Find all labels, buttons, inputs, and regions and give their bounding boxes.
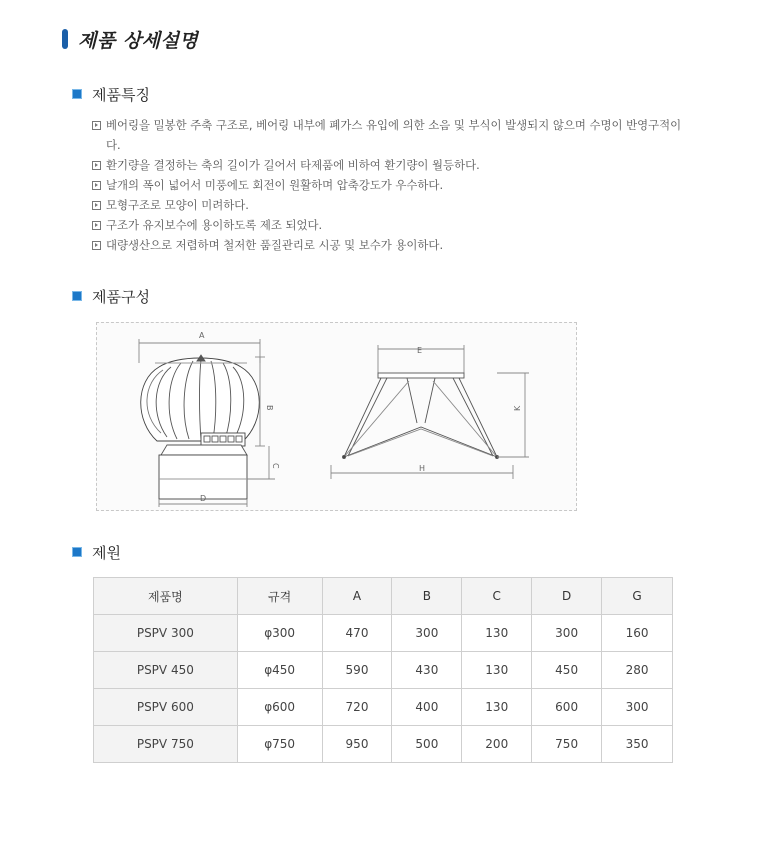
product-diagram [96,322,577,511]
g-cell: 350 [602,726,673,763]
header-product-name: 제품명 [94,578,238,615]
b-cell: 400 [392,689,462,726]
dimension-label-a: A [199,331,205,340]
size-cell: φ600 [237,689,322,726]
section-heading-text: 제원 [92,544,121,562]
spec-table-header-row [94,578,673,615]
arrow-box-icon [92,121,101,130]
table-row [94,615,673,652]
feature-text: 베어링을 밀봉한 주축 구조로, 베어링 내부에 폐가스 유입에 의한 소음 및 부식이 발생되지 않으며 수명이 반영구적이다. [106,118,682,152]
header-b: B [392,578,462,615]
c-cell: 130 [462,689,532,726]
header-a: A [322,578,392,615]
size-cell: φ300 [237,615,322,652]
dimension-label-d: D [200,494,207,503]
section-heading-text: 제품특징 [92,86,150,104]
page-title-text: 제품 상세설명 [78,30,199,52]
arrow-box-icon [92,201,101,210]
feature-text: 환기량을 결정하는 축의 길이가 길어서 타제품에 비하여 환기량이 월등하다. [106,158,480,172]
header-d: D [532,578,602,615]
dimension-label-h: H [419,464,426,473]
c-cell: 130 [462,615,532,652]
section-square-icon [72,547,82,557]
product-name-cell: PSPV 750 [94,726,238,763]
d-cell: 600 [532,689,602,726]
a-cell: 590 [322,652,392,689]
feature-item [92,215,692,235]
product-name-cell: PSPV 600 [94,689,238,726]
c-cell: 200 [462,726,532,763]
feature-item [92,155,692,175]
spec-table [93,577,673,763]
header-g: G [602,578,673,615]
table-row [94,689,673,726]
a-cell: 950 [322,726,392,763]
feature-list [92,115,692,255]
g-cell: 300 [602,689,673,726]
section-square-icon [72,89,82,99]
feature-text: 모형구조로 모양이 미려하다. [106,198,249,212]
d-cell: 300 [532,615,602,652]
b-cell: 430 [392,652,462,689]
feature-item [92,195,692,215]
table-row [94,652,673,689]
feature-text: 대량생산으로 저렴하며 철저한 품질관리로 시공 및 보수가 용이하다. [106,238,444,252]
feature-item [92,235,692,255]
title-bar-icon [62,29,68,49]
header-size: 규격 [237,578,322,615]
feature-item [92,115,692,155]
feature-text: 구조가 유지보수에 용이하도록 제조 되었다. [106,218,323,232]
header-c: C [462,578,532,615]
d-cell: 750 [532,726,602,763]
feature-text: 날개의 폭이 넓어서 미풍에도 회전이 원활하며 압축강도가 우수하다. [106,178,444,192]
arrow-box-icon [92,161,101,170]
size-cell: φ450 [237,652,322,689]
dimension-label-e: E [417,346,423,355]
g-cell: 160 [602,615,673,652]
support-stand-drawing [331,345,529,479]
arrow-box-icon [92,241,101,250]
product-name-cell: PSPV 300 [94,615,238,652]
g-cell: 280 [602,652,673,689]
d-cell: 450 [532,652,602,689]
diagram-drawing [97,323,576,510]
c-cell: 130 [462,652,532,689]
section-heading-text: 제품구성 [92,288,150,306]
table-row [94,726,673,763]
a-cell: 470 [322,615,392,652]
dimension-label-b: B [265,405,274,411]
turbine-ventilator-drawing [139,339,275,507]
a-cell: 720 [322,689,392,726]
feature-item [92,175,692,195]
b-cell: 300 [392,615,462,652]
product-name-cell: PSPV 450 [94,652,238,689]
dimension-label-k: K [513,405,522,411]
section-square-icon [72,291,82,301]
size-cell: φ750 [237,726,322,763]
b-cell: 500 [392,726,462,763]
dimension-label-c: C [271,463,280,469]
arrow-box-icon [92,181,101,190]
arrow-box-icon [92,221,101,230]
